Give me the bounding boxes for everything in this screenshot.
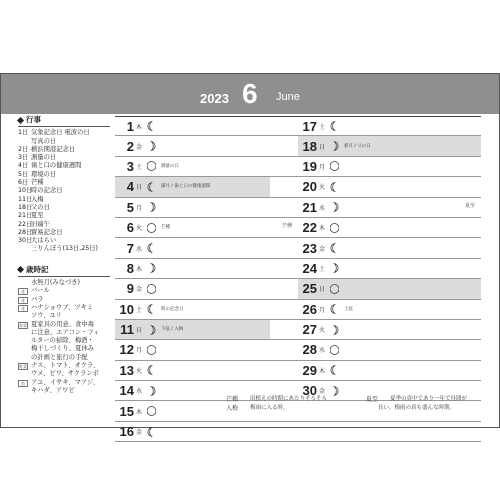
day-row (298, 238, 481, 258)
event-text: 測量の日 (31, 154, 57, 162)
moon-phase-icon (147, 222, 156, 234)
seasonal-list (18, 279, 110, 395)
seasonal-row (18, 354, 110, 362)
day-number: 29 (302, 362, 317, 378)
weekday: 水 (319, 204, 326, 212)
weekday: 木 (136, 408, 143, 416)
day-number: 9 (126, 281, 134, 297)
day-number: 16 (119, 424, 134, 440)
seasonal-heading (18, 266, 110, 274)
day-number: 3 (126, 158, 134, 174)
event-date: 1日 (18, 129, 29, 137)
weekday: 木 (136, 123, 143, 131)
moon-phase-icon (330, 201, 339, 213)
event-text: 歯と口の健康週間 (31, 162, 82, 170)
footer-line (366, 395, 467, 404)
day-row (298, 177, 481, 197)
weekday: 日 (319, 286, 326, 294)
seasonal-row (18, 312, 110, 320)
weekday: 土 (136, 306, 143, 314)
day-row (298, 300, 481, 320)
day-number: 18 (302, 138, 317, 154)
seasonal-text: 夏家具の用意、食中毒 (31, 320, 94, 328)
footer-text: 梅雨に入る時。 (250, 405, 289, 411)
day-number: 21 (302, 199, 317, 215)
footer-line (226, 404, 327, 413)
day-row (298, 157, 481, 177)
moon-phase-icon (147, 303, 156, 315)
event-date: 3日 (18, 154, 29, 162)
moon-phase-icon (330, 222, 339, 234)
weekday: 金 (136, 143, 143, 151)
day-number: 11 (120, 322, 134, 338)
moon-phase-icon (330, 242, 339, 254)
event-text: 夏至 (31, 212, 44, 220)
weekday: 月 (136, 347, 143, 355)
event-row (18, 171, 110, 179)
seasonal-title: 歳時記 (26, 264, 49, 274)
event-text: 写真の日 (31, 137, 57, 145)
day-number: 6 (126, 220, 134, 236)
event-text: 貿易記念日 (31, 228, 63, 236)
season-seal: 芒種 (281, 222, 292, 229)
event-text: 大はらい (31, 237, 57, 245)
calendar-header (1, 74, 499, 114)
day-row (115, 157, 298, 177)
day-note: 満月 / 歯と口の健康週間 (161, 184, 211, 190)
day-number: 2 (126, 138, 134, 154)
moon-phase-icon (330, 324, 339, 336)
seasonal-row (18, 287, 110, 295)
seasonal-text: ナス、トマト、オクラ、 (31, 362, 100, 370)
day-row (115, 422, 298, 442)
seasonal-row (18, 345, 110, 353)
footer-keyword: 芒種 (226, 396, 239, 403)
event-row (18, 138, 110, 146)
season-seal: 夏至 (464, 202, 475, 209)
moon-phase-icon (147, 181, 156, 193)
diamond-icon (17, 266, 24, 273)
events-list (18, 129, 110, 253)
day-number: 28 (302, 342, 317, 358)
info-column (18, 116, 110, 395)
event-date: 30日 (18, 237, 33, 245)
event-text: 三りんぼう(13日,25日) (31, 245, 99, 253)
event-row (18, 196, 110, 204)
day-number: 4 (126, 179, 134, 195)
day-row (115, 177, 298, 197)
event-row (18, 187, 110, 195)
weekday: 土 (319, 265, 326, 273)
weekday: 木 (319, 225, 326, 233)
event-date: 6日 (18, 179, 29, 187)
seasonal-row (18, 329, 110, 337)
weekday: 木 (136, 265, 143, 273)
day-row (115, 198, 298, 218)
event-text: 時の記念日 (31, 187, 63, 195)
footer-text: 長い。梅雨の真も盛んな時期。 (378, 405, 456, 411)
seasonal-row (18, 321, 110, 329)
moon-phase-icon (147, 405, 156, 417)
moon-phase-icon (147, 201, 156, 213)
event-row (18, 212, 110, 220)
day-number: 26 (302, 301, 317, 317)
moon-phase-icon (147, 120, 156, 132)
day-number: 19 (302, 158, 317, 174)
events-heading (18, 116, 110, 124)
day-number: 24 (302, 260, 317, 276)
seasonal-text: 梅干しづくり、夏休み (31, 345, 94, 353)
moon-phase-icon (147, 344, 156, 356)
day-number: 7 (126, 240, 134, 256)
weekday: 火 (319, 184, 326, 192)
day-row (298, 198, 481, 218)
day-row (115, 300, 298, 320)
day-number: 13 (119, 362, 134, 378)
footer-text: 田植えの時期にあたりそろそろ (250, 396, 328, 402)
day-number: 10 (119, 301, 134, 317)
divider (18, 276, 110, 277)
seasonal-tag: 花 (18, 297, 28, 304)
day-number: 23 (302, 240, 317, 256)
footer-text: 夏季の真中であり一年で昼間が (390, 396, 468, 402)
day-row (115, 279, 298, 299)
seasonal-tag: 家事 (19, 322, 27, 328)
weekday: 火 (319, 327, 326, 335)
footer-keyword: 入梅 (226, 405, 239, 412)
seasonal-text: バール (31, 287, 50, 295)
day-note: 上弦 (344, 306, 353, 312)
event-date: 4日 (18, 162, 29, 170)
event-text: 入梅 (31, 195, 44, 203)
seasonal-row (18, 296, 110, 304)
day-number: 1 (126, 118, 134, 134)
weekday: 金 (136, 286, 143, 294)
event-row (18, 229, 110, 237)
weekday: 金 (319, 388, 326, 396)
day-row (298, 116, 481, 136)
seasonal-text: の計画と旅行の手配 (31, 353, 88, 361)
moon-phase-icon (330, 181, 339, 193)
empty-row (298, 422, 481, 442)
day-row (115, 116, 298, 136)
day-number: 20 (302, 179, 317, 195)
seasonal-text: ウメ、ビワ、サクランボ (31, 370, 99, 378)
day-note: 芒種 (161, 225, 170, 231)
day-number: 17 (302, 118, 317, 134)
event-text: 横浜開港記念日 (31, 145, 76, 153)
day-row (115, 238, 298, 258)
seasonal-row (18, 379, 110, 387)
day-row (298, 259, 481, 279)
seasonal-tag: 花 (18, 305, 28, 312)
month-english: June (276, 91, 300, 103)
seasonal-text: に注意、エアコン・フィ (31, 328, 100, 336)
seasonal-tag: 花 (18, 288, 28, 295)
seasonal-tag: 魚 (18, 380, 28, 387)
day-number: 15 (119, 403, 134, 419)
day-row (298, 340, 481, 360)
moon-phase-icon (147, 426, 156, 438)
event-row (18, 245, 110, 253)
moon-phase-icon (147, 160, 156, 172)
weekday: 土 (136, 163, 143, 171)
seasonal-text: 水無月(みなづき) (31, 279, 80, 287)
day-number: 14 (119, 383, 134, 399)
footer-right-notes (366, 395, 467, 413)
day-row (298, 136, 481, 156)
weekday: 水 (136, 388, 143, 396)
weekday: 日 (136, 327, 143, 335)
moon-phase-icon (330, 120, 339, 132)
seasonal-text: ハナショウブ、ツキミ (31, 303, 94, 311)
moon-phase-icon (330, 303, 339, 315)
day-row (298, 279, 481, 299)
day-row (115, 136, 298, 156)
moon-phase-icon (330, 364, 339, 376)
diamond-icon (17, 117, 24, 124)
moon-phase-icon (147, 242, 156, 254)
day-row (115, 340, 298, 360)
event-date: 5日 (18, 170, 29, 178)
event-date (18, 245, 31, 253)
event-date: 2日 (18, 145, 29, 153)
days-column-left (115, 116, 298, 442)
weekday: 月 (136, 204, 143, 212)
day-row (298, 361, 481, 381)
day-number: 27 (302, 322, 317, 338)
moon-phase-icon (330, 344, 339, 356)
divider (18, 126, 110, 127)
weekday: 水 (136, 245, 143, 253)
day-number: 22 (302, 220, 317, 236)
moon-phase-icon (330, 385, 339, 397)
event-row (18, 146, 110, 154)
seasonal-row (18, 370, 110, 378)
events-title: 行事 (26, 115, 41, 124)
moon-phase-icon (147, 262, 156, 274)
weekday: 金 (136, 429, 143, 437)
day-note: 下弦 / 入梅 (161, 327, 184, 333)
event-text: 気象記念日 電波の日 (31, 129, 90, 137)
event-date: 10日 (18, 187, 33, 195)
seasonal-row (18, 279, 110, 287)
footer-line (366, 404, 467, 413)
weekday: 土 (319, 123, 326, 131)
footer-keyword: 夏至 (366, 396, 379, 403)
event-date: 11日 (18, 195, 33, 203)
day-number: 12 (119, 342, 134, 358)
month-number: 6 (242, 78, 258, 109)
seasonal-row (18, 304, 110, 312)
event-date: 21日 (18, 212, 33, 220)
weekday: 火 (136, 225, 143, 233)
moon-phase-icon (147, 140, 156, 152)
seasonal-text: バラ (31, 295, 44, 303)
weekday: 火 (136, 367, 143, 375)
moon-phase-icon (147, 283, 156, 295)
moon-phase-icon (147, 385, 156, 397)
weekday: 月 (319, 163, 326, 171)
day-row (298, 218, 481, 238)
day-number: 5 (126, 199, 134, 215)
event-text: 旧端午 (31, 220, 50, 228)
day-note: 時の記念日 (161, 306, 184, 312)
day-note: 新月 / 父の日 (344, 143, 371, 149)
event-date (18, 138, 31, 146)
year-label: 2023 (200, 91, 229, 106)
weekday: 金 (319, 245, 326, 253)
moon-phase-icon (330, 160, 339, 172)
day-note: 測量の日 (161, 163, 179, 169)
seasonal-text: アユ、イサキ、マアジ、 (31, 378, 100, 386)
event-text: 環境の日 (31, 170, 57, 178)
event-row (18, 129, 110, 137)
event-date: 18日 (18, 203, 33, 211)
event-text: 芒種 (31, 179, 44, 187)
seasonal-text: ソウ、ユリ (31, 312, 62, 320)
event-text: 父の日 (31, 203, 50, 211)
day-number: 30 (302, 383, 317, 399)
weekday: 木 (319, 367, 326, 375)
day-number: 8 (126, 260, 134, 276)
weekday: 日 (319, 143, 326, 151)
moon-phase-icon (330, 262, 339, 274)
event-row (18, 221, 110, 229)
weekday: 月 (319, 306, 326, 314)
day-row (115, 218, 298, 238)
day-row (115, 361, 298, 381)
seasonal-row (18, 387, 110, 395)
day-number: 25 (302, 281, 317, 297)
days-column-right (298, 116, 481, 442)
day-row (115, 259, 298, 279)
moon-phase-icon (330, 283, 339, 295)
moon-phase-icon (330, 140, 339, 152)
seasonal-tag: 野菜 (19, 364, 27, 370)
seasonal-text: ルターの掃除、梅酒・ (31, 337, 94, 345)
day-row (298, 320, 481, 340)
event-date: 28日 (18, 228, 33, 236)
seasonal-text: キハダ、アワビ (31, 386, 75, 394)
weekday: 水 (319, 347, 326, 355)
moon-phase-icon (147, 364, 156, 376)
moon-phase-icon (147, 324, 156, 336)
event-date: 22日 (18, 220, 33, 228)
day-row (115, 320, 298, 340)
weekday: 日 (136, 184, 143, 192)
event-row (18, 162, 110, 170)
